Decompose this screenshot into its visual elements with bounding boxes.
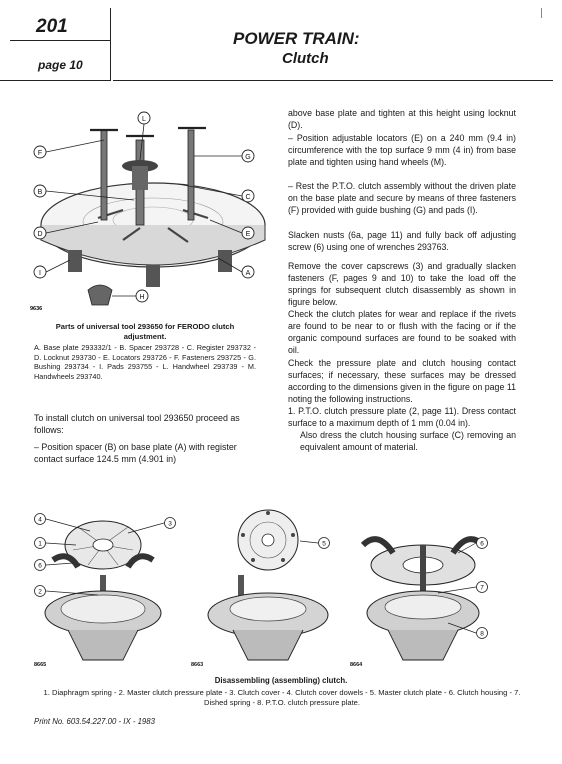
callout-label: G: [245, 154, 251, 161]
callout-label: D: [37, 231, 43, 238]
figure-number: 9636: [30, 306, 43, 312]
header-divider: [10, 40, 110, 41]
callout-label: 1: [38, 540, 42, 548]
procedure-step: – Position adjustable locators (E) on a 240 mm (9.4 in) circumference with the top surface 9 mm (4 in) from base plate and tighten using hand wheels (M).: [288, 133, 516, 167]
universal-tool-illustration: [28, 100, 273, 315]
numbered-step: 1. P.T.O. clutch pressure plate (2, page 11). Dress contact surface to a maximum depth of 1 mm (0.04 in).: [288, 406, 516, 428]
callout-label: 5: [322, 540, 326, 548]
callout-label: B: [37, 189, 43, 196]
header-rule: [113, 80, 553, 81]
callout-label: 2: [38, 588, 42, 596]
figure-caption-body: A. Base plate 293332/1 - B. Spacer 293728 - C. Register 293732 - D. Locknut 293730 - E. Locators 293726 - F. Fasteners 293725 - G. Bushing 293734 - I. Pads 293755 - L. Handwheel 293739 - M. Handwheels 293740.: [34, 343, 256, 381]
callout-label: 3: [168, 520, 172, 528]
figure-number: 8665: [34, 662, 47, 668]
page-title: POWER TRAIN:: [233, 29, 360, 48]
page-number: 201: [36, 16, 68, 37]
callout-label: 4: [38, 516, 42, 524]
figure-number: 8664: [350, 662, 363, 668]
paragraph: Remove the cover capscrews (3) and gradually slacken fasteners (F, pages 9 and 10) to take the load off the springs for subsequent clutch disassembly as shown in figure below.: [288, 261, 516, 307]
clutch-disassembly-illustrations: [28, 505, 538, 670]
figure-right: [363, 539, 483, 660]
print-number: Print No. 603.54.227.00 - IX - 1983: [34, 717, 155, 726]
procedure-step: – Position spacer (B) on base plate (A) with register contact surface 124.5 mm (4.901 in): [34, 442, 237, 464]
figure-caption-title: Parts of universal tool 293650 for FERODO clutch adjustment.: [55, 322, 235, 341]
paragraph: Slacken nusts (6a, page 11) and fully back off adjusting screw (6) using one of wrenches 293763.: [288, 230, 516, 252]
callout-label: H: [139, 294, 145, 301]
callout-label: 8: [480, 630, 484, 638]
bottom-caption-body: 1. Diaphragm spring - 2. Master clutch pressure plate - 3. Clutch cover - 4. Clutch cover dowels - 5. Master clutch plate - 6. Clutch housing - 7. Dished spring - 8. P.T.O. clutch pressure plate.: [43, 688, 521, 707]
bottom-caption-title: Disassembling (assembling) clutch.: [214, 676, 348, 685]
callout-label: L: [142, 116, 146, 123]
figure-middle: [208, 510, 328, 660]
page-sub-number: page 10: [38, 58, 83, 72]
callout-label: F: [37, 150, 43, 157]
numbered-step-continued: Also dress the clutch housing surface (C) removing an equivalent amount of material.: [300, 430, 516, 452]
callout-label: 6: [38, 562, 42, 570]
procedure-intro: To install clutch on universal tool 293650 proceed as follows:: [34, 413, 240, 435]
callout-label: 6: [480, 540, 484, 548]
figure-left: [45, 521, 161, 660]
paragraph: above base plate and tighten at this height using locknut (D).: [288, 108, 516, 130]
callout-label: A: [245, 270, 251, 277]
callout-label: C: [245, 194, 251, 201]
edge-mark: [541, 8, 542, 18]
callout-label: I: [39, 270, 41, 277]
page-subtitle: Clutch: [282, 50, 329, 67]
figure-number: 8663: [191, 662, 204, 668]
paragraph: Check the clutch plates for wear and replace if the rivets are found to be near to or flush with the facing or if the organic compound surfaces are found to be soaked with oil.: [288, 309, 516, 355]
callout-label: E: [245, 231, 251, 238]
paragraph: Check the pressure plate and clutch housing contact surfaces; if necessary, these surfaces may be dressed according to the dimensions given in the figure on page 11 noting the following instructions.: [288, 358, 516, 404]
callout-label: 7: [480, 584, 484, 592]
procedure-step: – Rest the P.T.O. clutch assembly without the driven plate on the base plate and secure by means of three fasteners (F) provided with guide bushing (G) and pads (I).: [288, 181, 516, 215]
